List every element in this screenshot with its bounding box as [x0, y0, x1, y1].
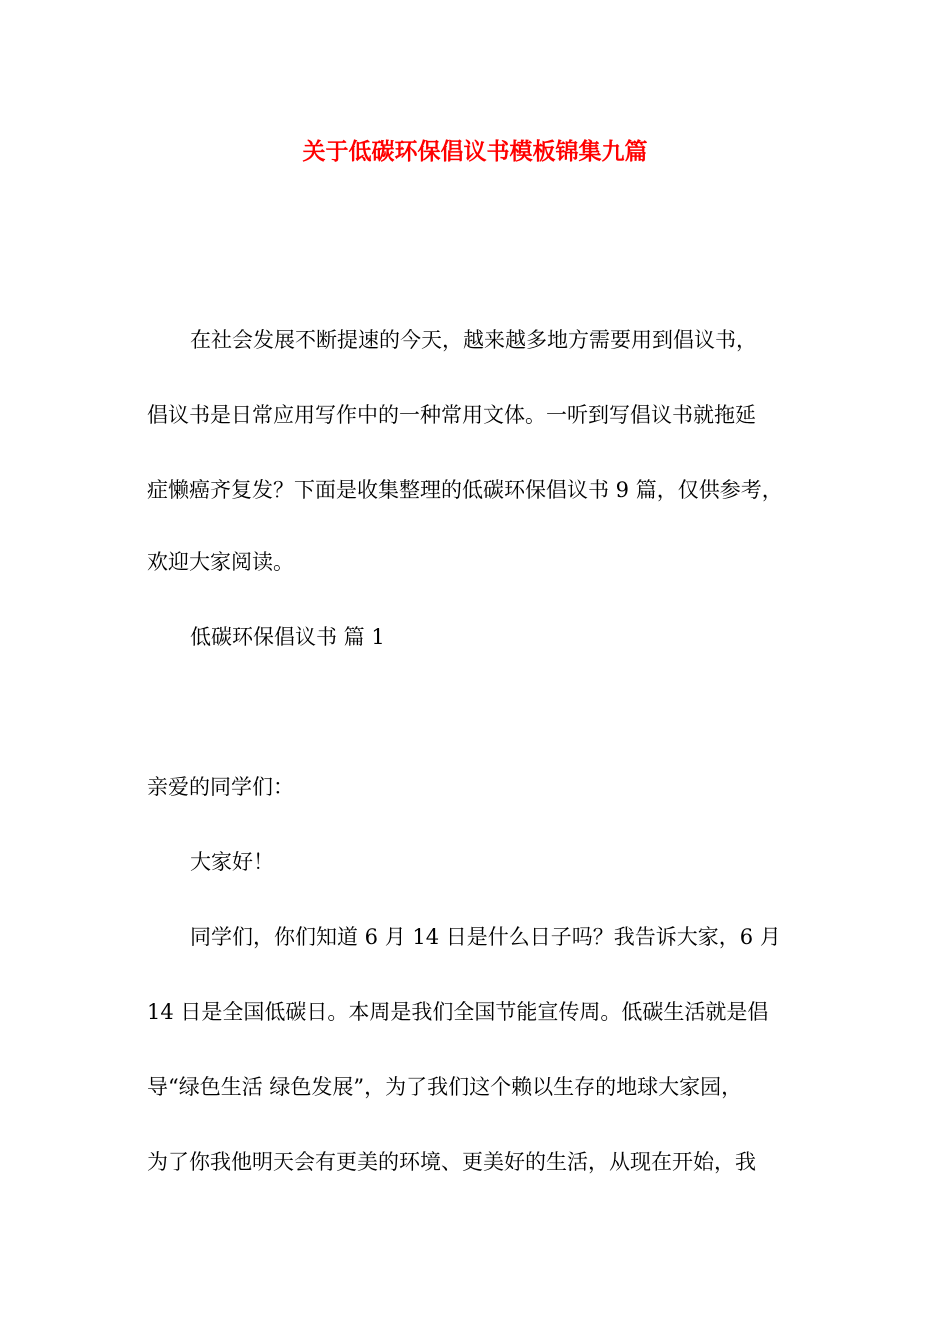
intro-paragraph-line-4: 欢迎大家阅读。	[147, 550, 294, 574]
greeting: 大家好！	[190, 850, 274, 874]
document-title: 关于低碳环保倡议书模板锦集九篇	[302, 139, 648, 165]
section-heading: 低碳环保倡议书 篇 1	[190, 625, 385, 649]
body-paragraph-line-3: 导“绿色生活 绿色发展”，为了我们这个赖以生存的地球大家园，	[147, 1075, 743, 1099]
body-paragraph-line-4: 为了你我他明天会有更美的环境、更美好的生活，从现在开始，我	[147, 1150, 756, 1174]
intro-paragraph-line-3: 症懒癌齐复发？下面是收集整理的低碳环保倡议书 9 篇，仅供参考，	[147, 478, 783, 502]
salutation: 亲爱的同学们：	[147, 775, 294, 799]
intro-paragraph-line-1: 在社会发展不断提速的今天，越来越多地方需要用到倡议书，	[190, 328, 757, 352]
intro-paragraph-line-2: 倡议书是日常应用写作中的一种常用文体。一听到写倡议书就拖延	[147, 403, 756, 427]
body-paragraph-line-1: 同学们，你们知道 6 月 14 日是什么日子吗？我告诉大家，6 月	[190, 925, 781, 949]
body-paragraph-line-2: 14 日是全国低碳日。本周是我们全国节能宣传周。低碳生活就是倡	[147, 1000, 769, 1024]
